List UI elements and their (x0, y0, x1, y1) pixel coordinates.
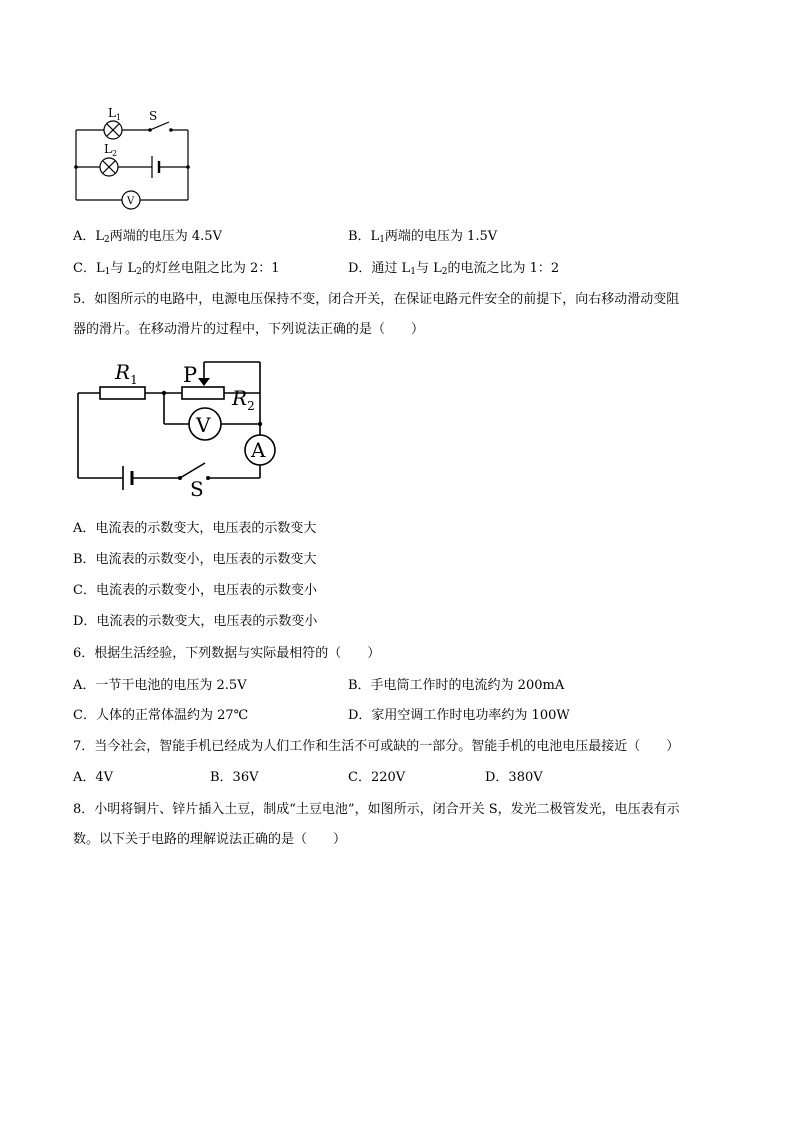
circuit-diagram-q4 (70, 104, 195, 214)
resistor-r1 (100, 387, 145, 399)
q7-option-c[interactable]: C．220V (348, 770, 406, 785)
voltmeter-label: V (127, 196, 135, 207)
switch-label: S (149, 109, 158, 123)
r2-label: $R_2$ (232, 386, 255, 413)
l2-label: $L_2$ (104, 142, 118, 158)
q6-stem: 6．根据生活经验，下列数据与实际最相符的（ ） (73, 646, 381, 661)
q5-option-d[interactable]: D．电流表的示数变大，电压表的示数变小 (73, 614, 318, 629)
q4-option-c[interactable]: C．$L_1$与 $L_2$的灯丝电阻之比为 2：1 (73, 261, 280, 277)
q6-option-a[interactable]: A．一节干电池的电压为 2.5V (73, 678, 247, 693)
q4-option-d[interactable]: D．通过 $L_1$与 $L_2$的电流之比为 1：2 (348, 261, 560, 277)
q6-option-c[interactable]: C．人体的正常体温约为 27℃ (73, 708, 249, 723)
q6-option-b[interactable]: B．手电筒工作时的电流约为 200mA (348, 678, 565, 693)
q5-option-c[interactable]: C．电流表的示数变小，电压表的示数变小 (73, 583, 317, 598)
l1-label: $L_1$ (108, 106, 122, 122)
q7-stem: 7．当今社会，智能手机已经成为人们工作和生活不可或缺的一部分。智能手机的电池电压最接近（ ） (73, 739, 680, 754)
r1-label: $R_1$ (115, 360, 138, 387)
q5-option-b[interactable]: B．电流表的示数变小，电压表的示数变大 (73, 552, 317, 567)
voltmeter-label-q5: V (196, 413, 211, 437)
switch-label-q5: S (190, 477, 204, 500)
q7-option-d[interactable]: D．380V (485, 770, 543, 785)
q5-stem: 5．如图所示的电路中，电源电压保持不变，闭合开关，在保证电路元件安全的前提下，向右移动滑动变阻 器的滑片。在移动滑片的过程中，下列说法正确的是（ ） (73, 292, 680, 337)
q6-option-d[interactable]: D．家用空调工作时电功率约为 100W (348, 708, 570, 723)
q5-option-a[interactable]: A．电流表的示数变大，电压表的示数变大 (73, 521, 317, 536)
q4-option-a[interactable]: A．$L_2$两端的电压为 4.5V (73, 229, 222, 245)
q7-option-b[interactable]: B．36V (210, 770, 259, 785)
q8-stem: 8．小明将铜片、锌片插入土豆，制成“土豆电池”，如图所示，闭合开关 S，发光二极管发光，电压表有示 数。以下关于电路的理解说法正确的是（ ） (73, 802, 680, 847)
circuit-diagram-q5 (72, 350, 292, 500)
ammeter-label: A (251, 438, 266, 462)
rheostat-r2 (182, 387, 224, 399)
slider-label: P (183, 363, 198, 387)
q7-option-a[interactable]: A．4V (73, 770, 114, 785)
q4-option-b[interactable]: B．$L_1$两端的电压为 1.5V (348, 229, 498, 245)
